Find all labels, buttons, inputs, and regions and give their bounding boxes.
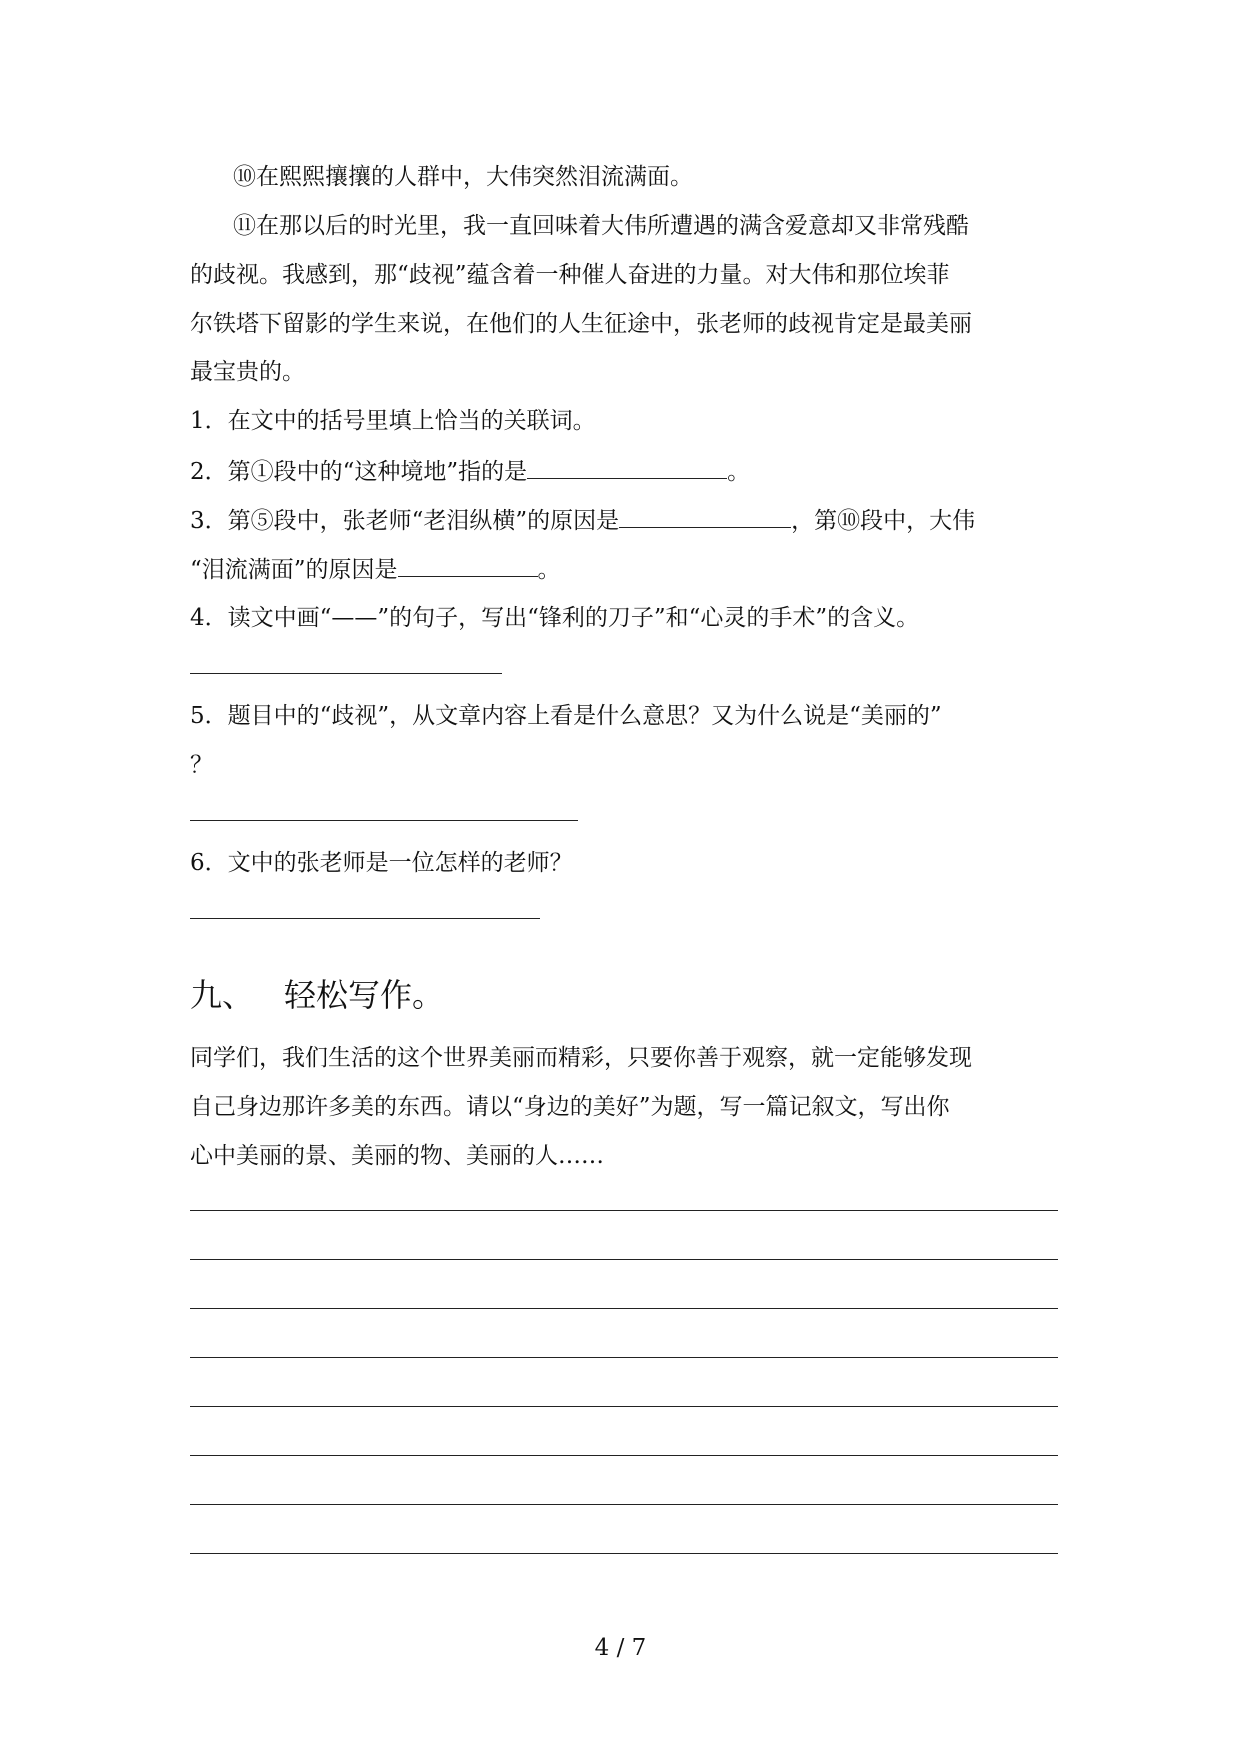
question-2-text: 2．第①段中的“这种境地”指的是 [190,459,528,485]
writing-line-6[interactable] [190,1455,1058,1456]
question-5-answer-line[interactable] [190,820,578,821]
question-3-answer-blank-2[interactable] [398,554,538,577]
writing-line-8[interactable] [190,1553,1058,1554]
question-3-line-2-text: “泪流满面”的原因是 [190,557,398,583]
writing-line-1[interactable] [190,1210,1058,1211]
question-5-line-2: ？ [190,752,213,778]
question-1: 1．在文中的括号里填上恰当的关联词。 [190,408,596,434]
writing-prompt-line-1: 同学们，我们生活的这个世界美丽而精彩，只要你善于观察，就一定能够发现 [190,1045,972,1071]
writing-line-4[interactable] [190,1357,1058,1358]
question-3-text: 3．第⑤段中，张老师“老泪纵横”的原因是 [190,508,620,534]
question-4-answer-line[interactable] [190,673,502,674]
section-9-number: 九、 [190,976,255,1014]
question-3-answer-blank-1[interactable] [619,505,791,528]
paragraph-10: ⑩在熙熙攘攘的人群中，大伟突然泪流满面。 [233,164,693,190]
writing-line-5[interactable] [190,1406,1058,1407]
writing-line-2[interactable] [190,1259,1058,1260]
question-3-line-2 [190,554,561,585]
section-9-title: 轻松写作。 [284,976,445,1014]
writing-prompt-line-2: 自己身边那许多美的东西。请以“身边的美好”为题，写一篇记叙文，写出你 [190,1094,950,1120]
question-2-end: 。 [727,459,751,485]
question-6-answer-line[interactable] [190,918,540,919]
question-2 [190,456,750,487]
writing-prompt-line-3: 心中美丽的景、美丽的物、美丽的人…… [190,1143,604,1169]
question-6: 6．文中的张老师是一位怎样的老师？ [190,850,573,876]
question-5-line-1: 5．题目中的“歧视”，从文章内容上看是什么意思？又为什么说是“美丽的” [190,703,942,729]
question-4: 4．读文中画“——”的句子，写出“锋利的刀子”和“心灵的手术”的含义。 [190,605,920,631]
paragraph-11-line-3: 尔铁塔下留影的学生来说，在他们的人生征途中，张老师的歧视肯定是最美丽 [190,311,972,337]
question-2-answer-blank[interactable] [527,456,727,479]
question-3-line-1 [190,505,975,536]
section-9-heading [190,975,444,1015]
paragraph-11-line-1: ⑪在那以后的时光里，我一直回味着大伟所遭遇的满含爱意却又非常残酷 [233,213,969,239]
writing-line-7[interactable] [190,1504,1058,1505]
question-3-end: 。 [537,557,561,583]
question-3-middle: ，第⑩段中，大伟 [791,508,976,534]
paragraph-11-line-2: 的歧视。我感到，那“歧视”蕴含着一种催人奋进的力量。对大伟和那位埃菲 [190,262,950,288]
paragraph-11-line-4: 最宝贵的。 [190,359,305,385]
writing-line-3[interactable] [190,1308,1058,1309]
page-number: 4 / 7 [594,1635,647,1661]
